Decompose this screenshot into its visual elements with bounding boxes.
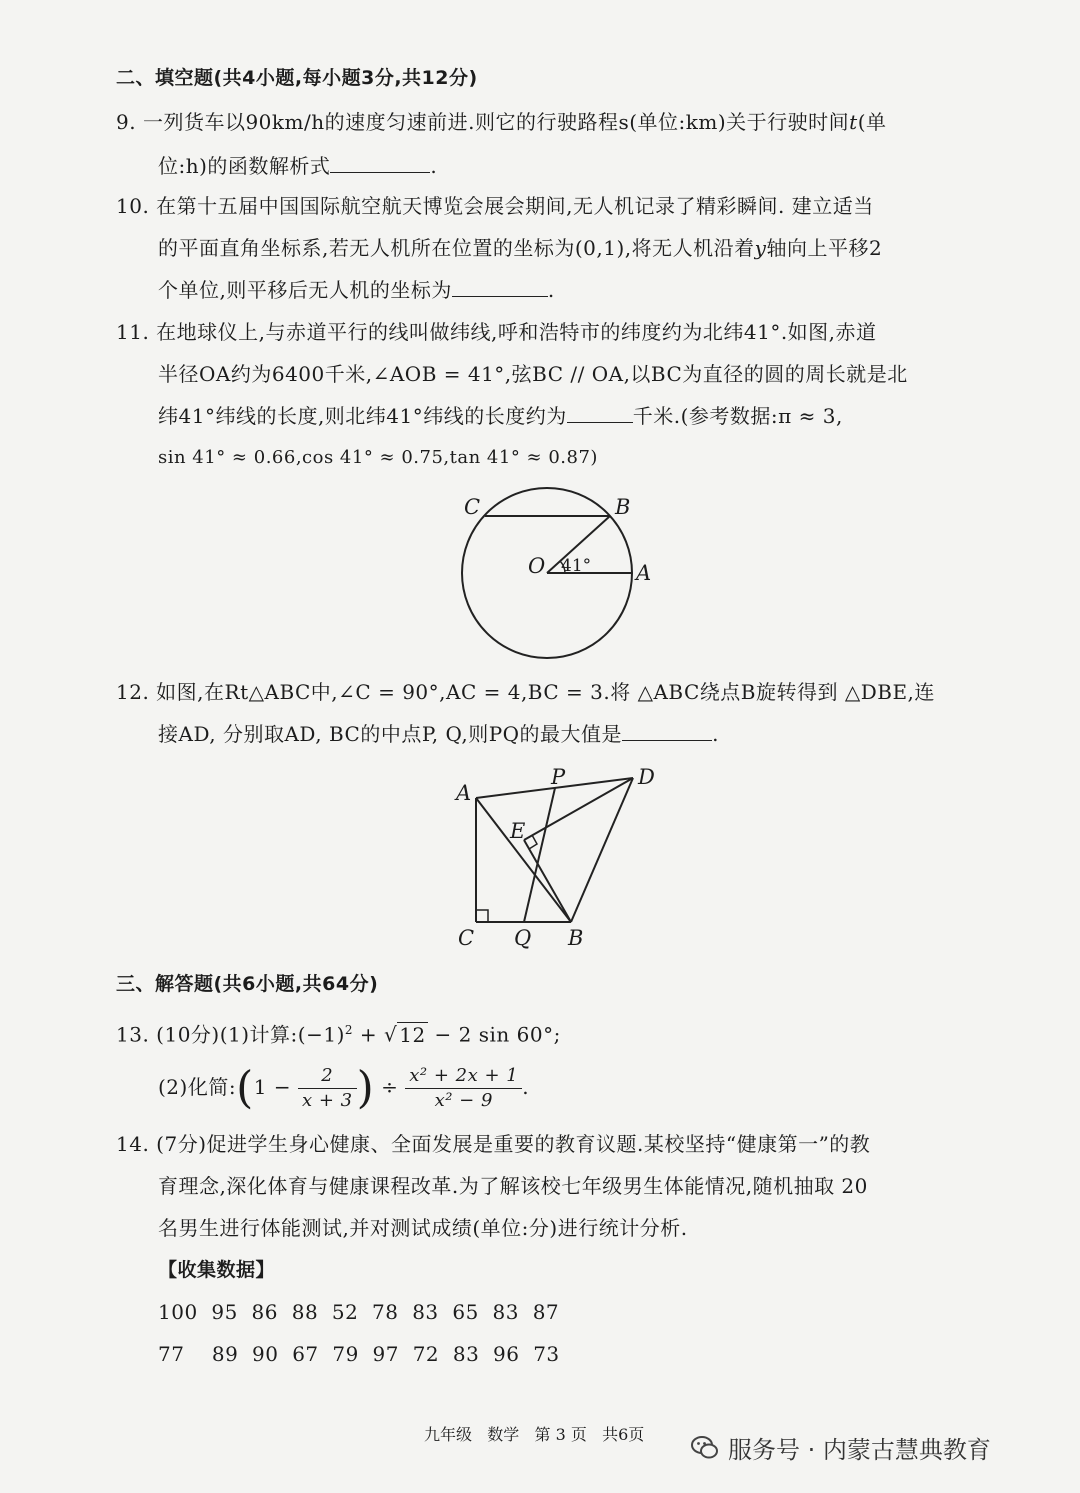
q13-text-2-end: . <box>522 1075 530 1099</box>
segment-eb <box>524 840 571 922</box>
q9-text-1-end: (单 <box>857 110 887 134</box>
q9-text-1: 9. 一列货车以90km/h的速度匀速前进.则它的行驶路程s(单位:km)关于行驶时间 <box>116 110 850 134</box>
question-11-line-1: 11. 在地球仪上,与赤道平行的线叫做纬线,呼和浩特市的纬度约为北纬41°.如图,赤道 <box>116 320 877 344</box>
right-angle-c <box>476 910 488 922</box>
q13-text-2a: (2)化简: <box>158 1075 237 1099</box>
question-12-line-2 <box>158 720 719 748</box>
sqrt-symbol: √ <box>384 1022 398 1047</box>
left-paren: ( <box>236 1062 254 1114</box>
q10-var-y: y <box>754 236 767 260</box>
q11-text-3-end: 千米.(参考数据:π ≈ 3, <box>632 404 843 428</box>
q9-text-2-end: . <box>430 154 438 178</box>
q11-text-3: 纬41°纬线的长度,则北纬41°纬线的长度约为 <box>158 404 567 428</box>
label-a: A <box>456 781 472 805</box>
label-angle-41: 41° <box>561 556 592 576</box>
q9-text-2: 位:h)的函数解析式 <box>158 154 331 178</box>
data-row-1: 100 95 86 88 52 78 83 65 83 87 <box>158 1300 560 1324</box>
question-10-line-2 <box>158 234 882 262</box>
division-sign: ÷ <box>374 1075 406 1099</box>
segment-ab <box>476 798 571 922</box>
section-2-heading: 二、填空题(共4小题,每小题3分,共12分) <box>116 67 478 89</box>
q13-exponent: 2 <box>344 1023 354 1037</box>
right-paren: ) <box>356 1062 375 1114</box>
q12-text-2-end: . <box>712 722 719 746</box>
q9-answer-blank[interactable] <box>330 154 430 173</box>
section-3-heading: 三、解答题(共6小题,共64分) <box>116 973 379 995</box>
question-14-line-2: 育理念,深化体育与健康课程改革.为了解该校七年级男生体能情况,随机抽取 20 <box>158 1174 868 1198</box>
wechat-icon <box>690 1433 720 1463</box>
label-b: B <box>615 495 631 519</box>
q13-text-1a: 13. (10分)(1)计算:(−1) <box>116 1022 345 1047</box>
label-p: P <box>551 765 566 789</box>
q13-text-1c: − 2 sin 60°; <box>427 1022 561 1047</box>
q11-answer-blank[interactable] <box>567 404 633 423</box>
fraction-1 <box>298 1064 357 1113</box>
question-9-line-1 <box>116 108 887 136</box>
question-11-line-3 <box>158 402 843 430</box>
question-13-line-2 <box>158 1060 529 1114</box>
question-14-line-1: 14. (7分)促进学生身心健康、全面发展是重要的教育议题.某校坚持“健康第一”的教 <box>116 1132 871 1156</box>
q9-var-t: t <box>849 110 858 134</box>
q12-text-2: 接AD, 分别取AD, BC的中点P, Q,则PQ的最大值是 <box>158 722 623 746</box>
label-b: B <box>568 926 584 950</box>
question-12-line-1: 12. 如图,在Rt△ABC中,∠C = 90°,AC = 4,BC = 3.将 △ABC绕点B旋转得到 △DBE,连 <box>116 680 935 704</box>
fraction-2 <box>405 1064 522 1113</box>
label-d: D <box>638 765 655 789</box>
data-row-2: 77 89 90 67 79 97 72 83 96 73 <box>158 1342 560 1366</box>
label-a: A <box>636 561 652 585</box>
q13-one-minus: 1 − <box>253 1075 298 1099</box>
fraction-1-numerator: 2 <box>298 1064 357 1089</box>
segment-pq <box>524 788 555 922</box>
watermark-text: 服务号 · 内蒙古慧典教育 <box>728 1436 991 1464</box>
fraction-2-denominator: x² − 9 <box>434 1090 493 1111</box>
question-10-line-3 <box>158 276 555 304</box>
label-q: Q <box>514 926 532 950</box>
question-10-line-1: 10. 在第十五届中国国际航空航天博览会展会期间,无人机记录了精彩瞬间. 建立适当 <box>116 194 874 218</box>
label-c: C <box>458 926 475 950</box>
q10-text-3-end: . <box>547 278 555 302</box>
q13-plus: + <box>353 1022 384 1047</box>
question-14-line-3: 名男生进行体能测试,并对测试成绩(单位:分)进行统计分析. <box>158 1216 688 1240</box>
collect-data-heading: 【收集数据】 <box>158 1259 276 1281</box>
question-9-line-2 <box>158 152 437 180</box>
q10-text-2a: 的平面直角坐标系,若无人机所在位置的坐标为(0,1),将无人机沿着 <box>158 236 755 260</box>
label-o: O <box>528 554 546 578</box>
page-footer: 九年级 数学 第 3 页 共6页 <box>424 1425 645 1444</box>
q11-circle-figure <box>440 480 680 670</box>
segment-db <box>571 778 633 922</box>
fraction-1-denominator: x + 3 <box>301 1090 353 1111</box>
label-e: E <box>510 819 526 843</box>
label-c: C <box>464 495 481 519</box>
q13-sqrt-radicand: 12 <box>399 1022 426 1047</box>
segment-de <box>524 778 633 840</box>
question-13-line-1 <box>116 1016 561 1049</box>
question-11-line-2: 半径OA约为6400千米,∠AOB = 41°,弦BC // OA,以BC为直径的圆的周长就是北 <box>158 362 908 386</box>
q10-text-2b: 轴向上平移2 <box>766 236 883 260</box>
watermark <box>690 1430 991 1465</box>
q12-answer-blank[interactable] <box>622 722 712 741</box>
q10-answer-blank[interactable] <box>452 278 548 297</box>
q12-triangle-figure <box>450 760 680 955</box>
q10-text-3: 个单位,则平移后无人机的坐标为 <box>158 278 452 302</box>
question-11-line-4: sin 41° ≈ 0.66,cos 41° ≈ 0.75,tan 41° ≈ 0.87) <box>158 447 598 468</box>
fraction-2-numerator: x² + 2x + 1 <box>405 1064 522 1089</box>
